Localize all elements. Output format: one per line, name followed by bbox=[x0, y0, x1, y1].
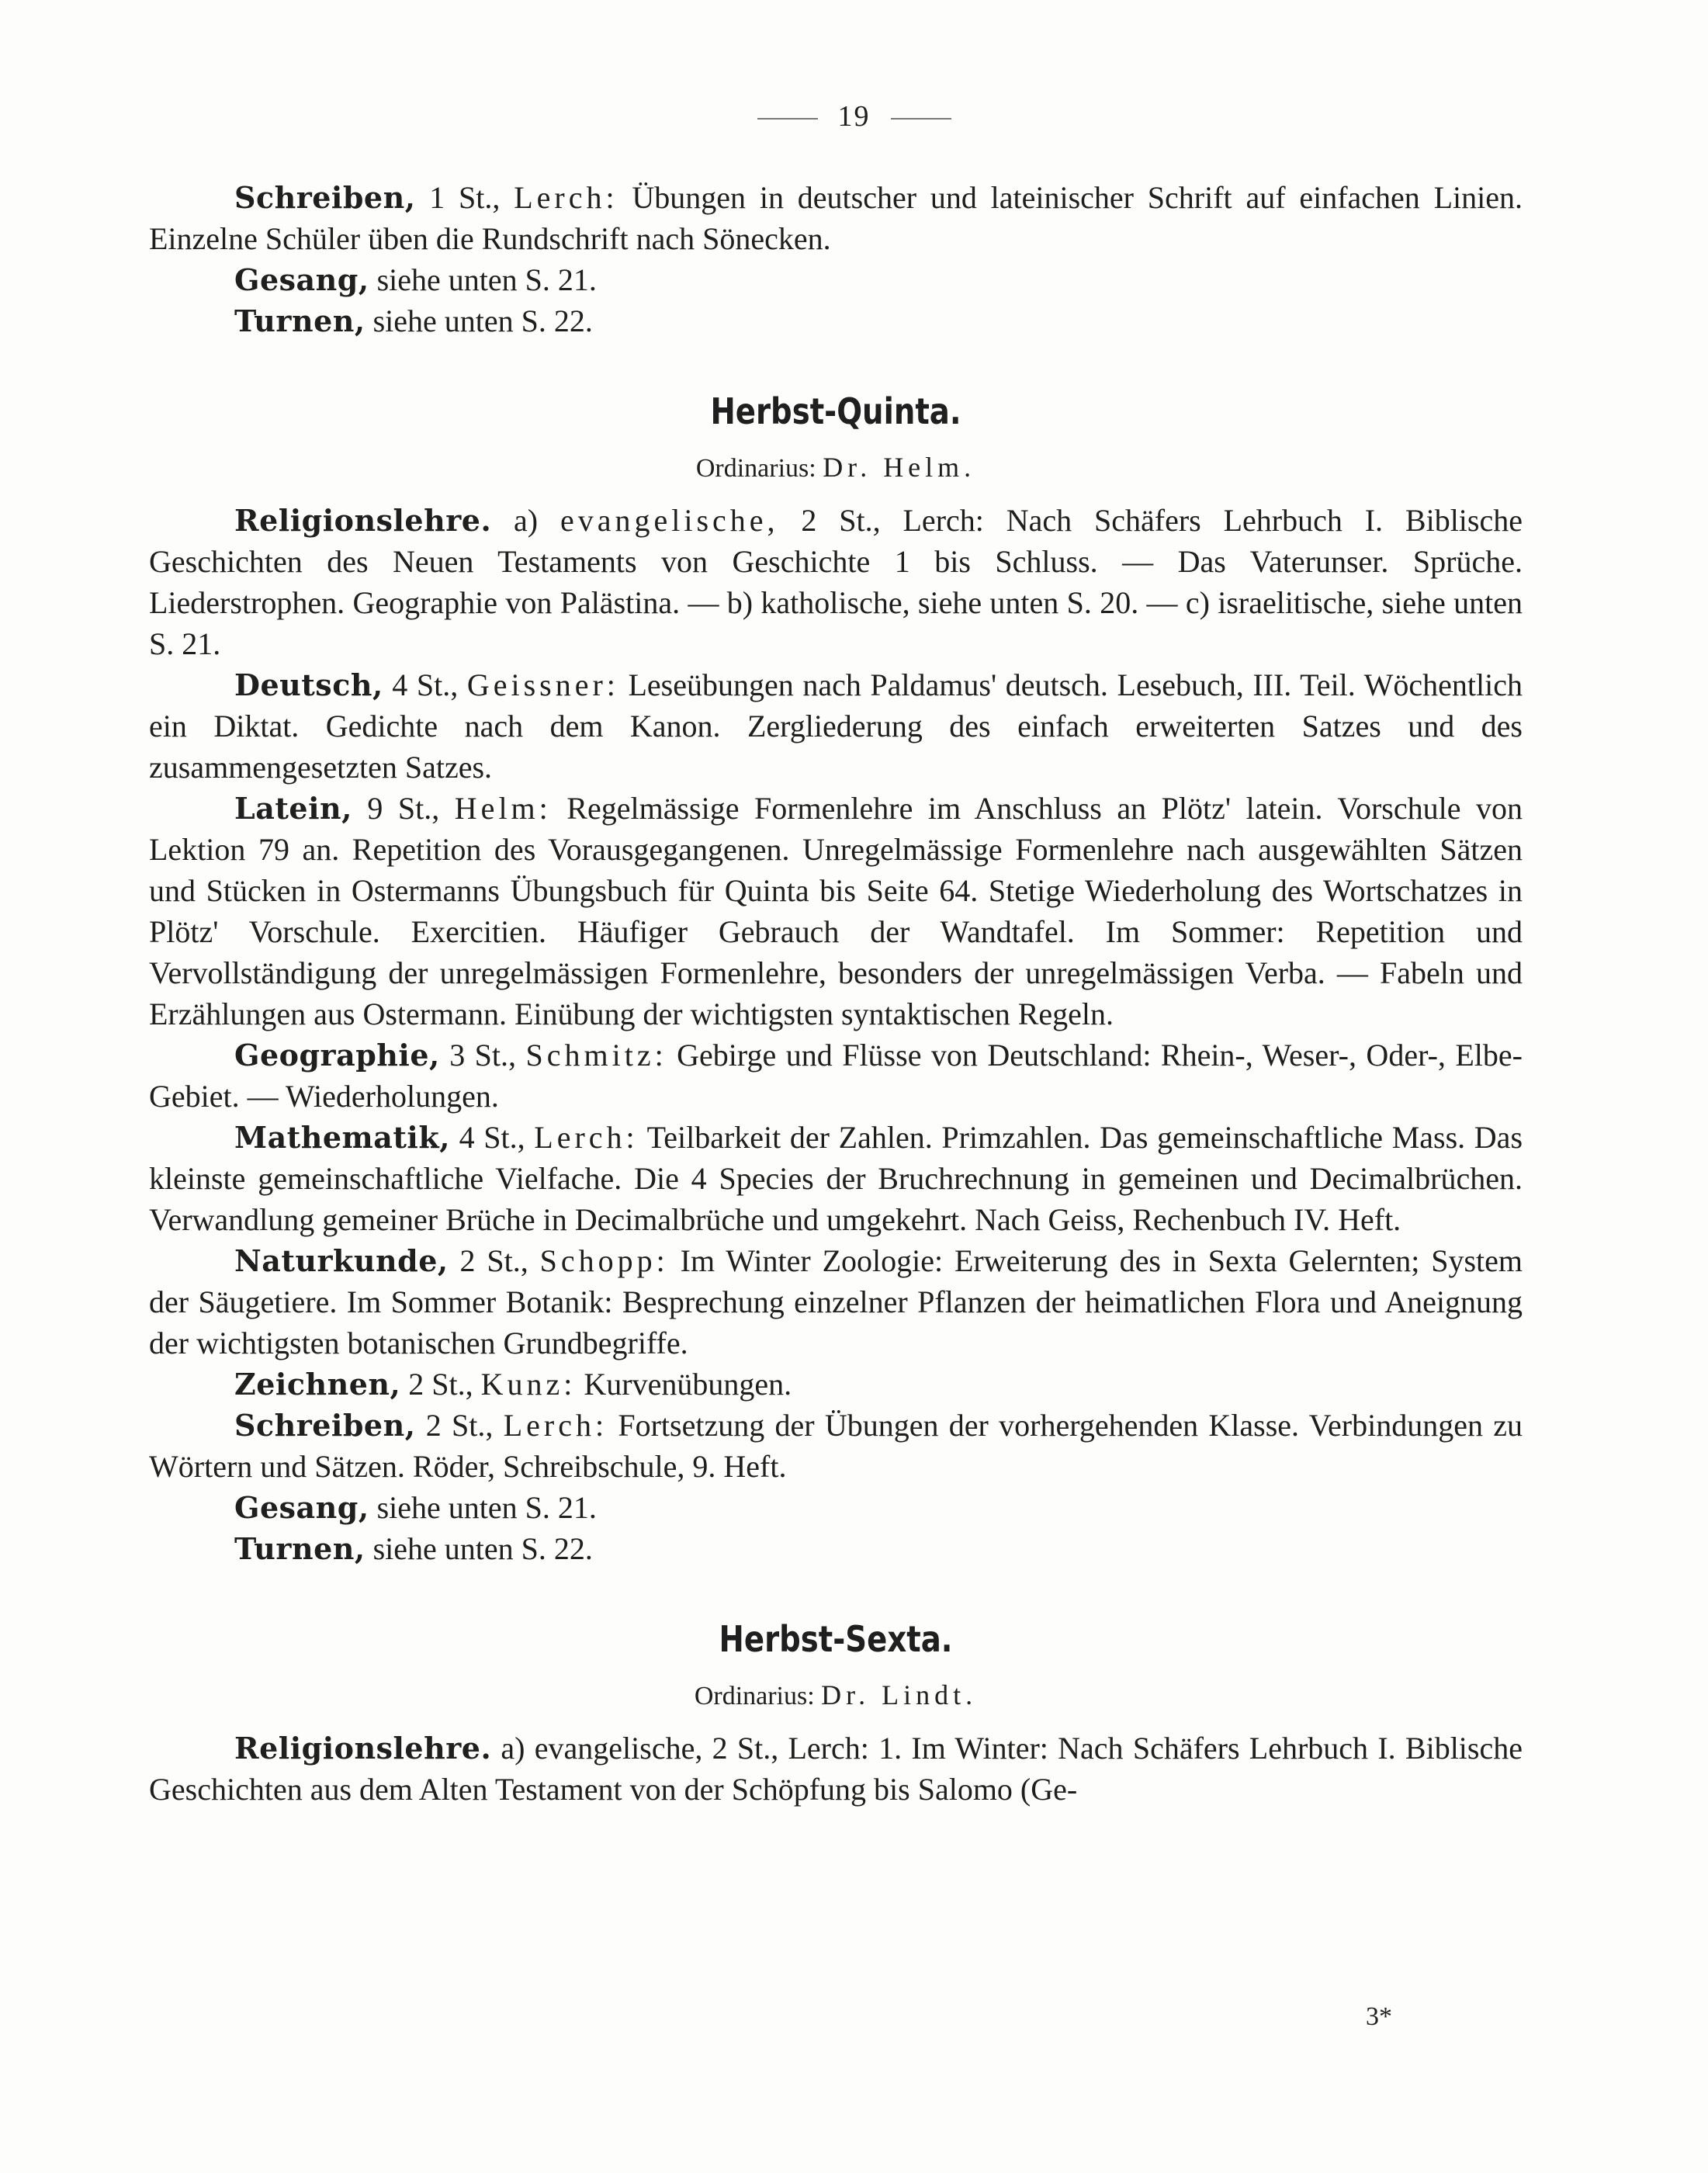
subject-name: Religionslehre. bbox=[234, 1731, 492, 1766]
subject-name: Gesang, bbox=[234, 1490, 369, 1525]
subject-paragraph bbox=[149, 664, 1523, 788]
paragraph-text: Im Winter Zoologie: Erweiterung des in Sexta Gelernten; System der Säugetiere. Im Sommer Botanik: Besprechung einzelner Pflanzen der heimatlichen Flora und Aneignung der wichtigsten botanischen Grundbegriffe. bbox=[149, 1243, 1523, 1360]
paragraph-text: Übungen in deutscher und lateinischer Schrift auf einfachen Linien. Einzelne Schüler üben die Rundschrift nach Sönecken. bbox=[149, 180, 1523, 256]
paragraph-text: siehe unten S. 22. bbox=[365, 1531, 593, 1566]
subject-name: Turnen, bbox=[234, 303, 366, 338]
dash-left bbox=[757, 118, 818, 120]
teacher-name: Kunz: bbox=[480, 1367, 577, 1402]
paragraph-text: a) bbox=[491, 503, 560, 538]
subject-paragraph bbox=[149, 259, 1523, 300]
subject-paragraph bbox=[149, 788, 1523, 1035]
paragraph-text: a) evangelische, 2 St., Lerch: 1. Im Winter: Nach Schäfers Lehrbuch I. Biblische Geschichten aus dem Alten Testament von der Schöpfung bis Salomo (Ge- bbox=[149, 1731, 1523, 1807]
subject-name: Gesang, bbox=[234, 262, 369, 297]
document-body bbox=[149, 177, 1523, 1810]
paragraph-text: 2 St., bbox=[415, 1408, 504, 1443]
dash-right bbox=[891, 118, 951, 120]
page-number-line bbox=[0, 99, 1708, 133]
subject-name: Naturkunde, bbox=[234, 1243, 449, 1278]
paragraph-text: 9 St., bbox=[352, 791, 455, 826]
subject-paragraph bbox=[149, 1035, 1523, 1117]
ordinarius-line bbox=[149, 1675, 1523, 1717]
subject-paragraph bbox=[149, 1405, 1523, 1487]
subject-paragraph bbox=[149, 500, 1523, 664]
subject-paragraph bbox=[149, 177, 1523, 259]
subject-paragraph bbox=[149, 1240, 1523, 1364]
section-heading: Herbst-Sexta. bbox=[719, 1618, 953, 1660]
paragraph-text: Gebirge und Flüsse von Deutschland: Rhein-, Weser-, Oder-, Elbe-Gebiet. — Wiederholungen. bbox=[149, 1038, 1523, 1114]
teacher-name: evangelische, bbox=[560, 503, 779, 538]
paragraph-text: siehe unten S. 21. bbox=[369, 1490, 597, 1525]
subject-name: Schreiben, bbox=[234, 1408, 416, 1443]
page-number: 19 bbox=[837, 100, 871, 133]
paragraph-text: 1 St., bbox=[415, 180, 514, 215]
section-heading: Herbst-Quinta. bbox=[710, 390, 961, 432]
paragraph-text: siehe unten S. 21. bbox=[369, 262, 597, 297]
paragraph-text: Fortsetzung der Übungen der vorhergehenden Klasse. Verbindungen zu Wörtern und Sätzen. Röder, Schreibschule, 9. Heft. bbox=[149, 1408, 1523, 1484]
subject-paragraph bbox=[149, 1364, 1523, 1405]
ordinarius-line bbox=[149, 447, 1523, 489]
subject-paragraph bbox=[149, 1728, 1523, 1810]
paragraph-text: 2 St., bbox=[400, 1367, 481, 1402]
teacher-name: Schopp: bbox=[539, 1243, 669, 1278]
paragraph-text: Teilbarkeit der Zahlen. Primzahlen. Das gemeinschaftliche Mass. Das kleinste gemeinschaftliche Vielfache. Die 4 Species der Bruchrechnung in gemeinen und Decimalbrüchen. Verwandlung gemeiner Brüche in Decimalbrüche und umgekehrt. Nach Geiss, Rechenbuch IV. Heft. bbox=[149, 1120, 1523, 1237]
teacher-name: Geissner: bbox=[466, 667, 619, 702]
subject-paragraph bbox=[149, 1528, 1523, 1569]
paragraph-text: 3 St., bbox=[439, 1038, 526, 1073]
subject-name: Deutsch, bbox=[234, 667, 383, 702]
subject-name: Mathematik, bbox=[234, 1120, 450, 1155]
subject-name: Schreiben, bbox=[234, 180, 416, 215]
paragraph-text: Kurvenübungen. bbox=[576, 1367, 792, 1402]
paragraph-text: 2 St., Lerch: Nach Schäfers Lehrbuch I. Biblische Geschichten des Neuen Testaments von Geschichte 1 bis Schluss. — Das Vaterunser. Sprüche. Liederstrophen. Geographie von Palästina. — b) katholische, siehe unten S. 20. — c) israelitische, siehe unten S. 21. bbox=[149, 503, 1523, 661]
subject-name: Zeichnen, bbox=[234, 1367, 401, 1402]
subject-name: Geographie, bbox=[234, 1038, 440, 1073]
paragraph-text: 2 St., bbox=[448, 1243, 540, 1278]
paragraph-text: 4 St., bbox=[383, 667, 467, 702]
subject-name: Religionslehre. bbox=[234, 503, 492, 538]
subject-paragraph bbox=[149, 1117, 1523, 1240]
subject-paragraph bbox=[149, 300, 1523, 341]
paragraph-text: siehe unten S. 22. bbox=[365, 303, 593, 338]
paragraph-text: 4 St., bbox=[449, 1120, 535, 1155]
teacher-name: Schmitz: bbox=[525, 1038, 667, 1073]
signature-mark: 3* bbox=[1366, 2002, 1392, 2031]
subject-name: Turnen, bbox=[234, 1531, 366, 1566]
ordinarius-label: Ordinarius: bbox=[694, 1682, 815, 1710]
subject-paragraph bbox=[149, 1487, 1523, 1528]
paragraph-text: Leseübungen nach Paldamus' deutsch. Lesebuch, III. Teil. Wöchentlich ein Diktat. Gedichte nach dem Kanon. Zergliederung des einfach erweiterten Satzes und des zusammengesetzten Satzes. bbox=[149, 667, 1523, 785]
subject-name: Latein, bbox=[234, 791, 352, 826]
ordinarius-name: Dr. Helm. bbox=[823, 452, 976, 483]
paragraph-text: Regelmässige Formenlehre im Anschluss an Plötz' latein. Vorschule von Lektion 79 an. Repetition des Vorausgegangenen. Unregelmässige Formenlehre nach ausgewählten Sätzen und Stücken in Ostermanns Übungsbuch für Quinta bis Seite 64. Stetige Wiederholung des Wortschatzes in Plötz' Vorschule. Exercitien. Häufiger Gebrauch der Wandtafel. Im Sommer: Repetition und Vervollständigung der unregelmässigen Formenlehre, besonders der unregelmässigen Verba. — Fabeln und Erzählungen aus Ostermann. Einübung der wichtigsten syntaktischen Regeln. bbox=[149, 791, 1523, 1031]
teacher-name: Lerch: bbox=[514, 180, 618, 215]
ordinarius-name: Dr. Lindt. bbox=[821, 1679, 978, 1710]
teacher-name: Lerch: bbox=[503, 1408, 608, 1443]
teacher-name: Lerch: bbox=[534, 1120, 639, 1155]
teacher-name: Helm: bbox=[454, 791, 552, 826]
ordinarius-label: Ordinarius: bbox=[695, 454, 816, 483]
